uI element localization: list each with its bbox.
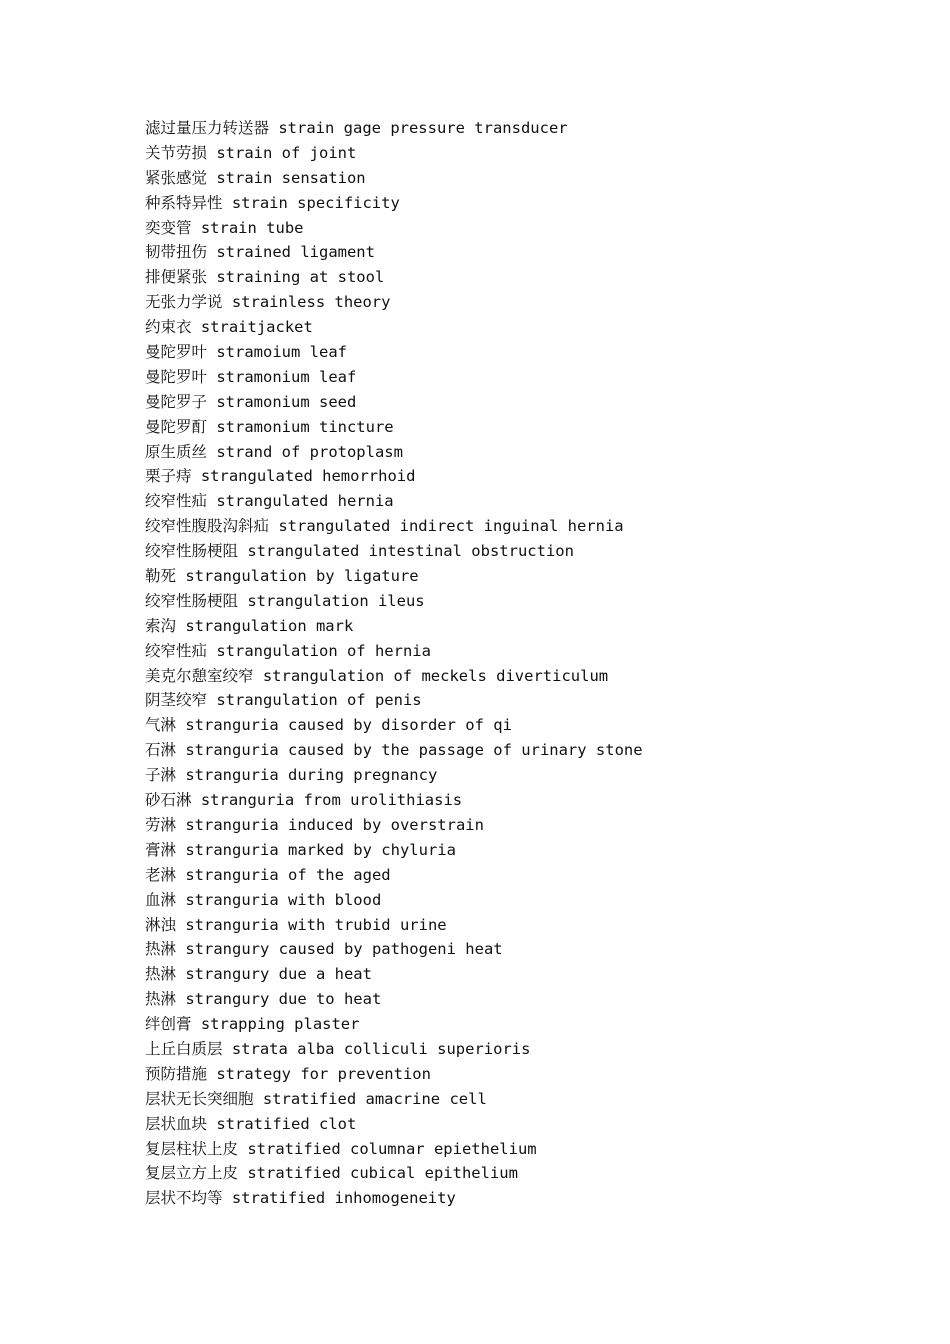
glossary-entry: 石淋 stranguria caused by the passage of urinary stone [145,741,643,760]
glossary-entry: 勒死 strangulation by ligature [145,567,419,586]
glossary-entry: 上丘白质层 strata alba colliculi superioris [145,1039,531,1058]
glossary-entry: 砂石淋 stranguria from urolithiasis [145,791,463,810]
glossary-entry: 热淋 strangury caused by pathogeni heat [145,940,503,959]
glossary-entry: 阴茎绞窄 strangulation of penis [145,691,422,710]
glossary-entry: 绞窄性肠梗阻 strangulation ileus [145,591,425,610]
glossary-entry: 韧带扭伤 strained ligament [145,243,375,262]
glossary-entry: 关节劳损 strain of joint [145,143,357,162]
glossary-entry: 气淋 stranguria caused by disorder of qi [145,716,512,735]
glossary-entry: 种系特异性 strain specificity [145,193,400,212]
glossary-entry: 老淋 stranguria of the aged [145,865,391,884]
glossary-entry: 约束衣 straitjacket [145,318,313,337]
glossary-entry: 热淋 strangury due to heat [145,990,382,1009]
glossary-entry: 层状血块 stratified clot [145,1114,357,1133]
glossary-entry: 排便紧张 straining at stool [145,268,385,287]
glossary-entry: 绞窄性肠梗阻 strangulated intestinal obstruction [145,542,574,561]
glossary-entry: 绞窄性疝 strangulated hernia [145,492,394,511]
glossary-entry: 复层柱状上皮 stratified columnar epiethelium [145,1139,537,1158]
glossary-entry: 子淋 stranguria during pregnancy [145,766,438,785]
glossary-entry: 预防措施 strategy for prevention [145,1064,431,1083]
glossary-entry: 膏淋 stranguria marked by chyluria [145,840,456,859]
glossary-entry: 原生质丝 strand of protoplasm [145,442,403,461]
glossary-entry: 曼陀罗叶 stramonium leaf [145,367,357,386]
glossary-entry: 美克尔憩室绞窄 strangulation of meckels diverticulum [145,666,609,685]
glossary-entry: 曼陀罗酊 stramonium tincture [145,417,394,436]
glossary-entry-list [145,116,643,1211]
glossary-entry: 栗子痔 strangulated hemorrhoid [145,467,416,486]
glossary-entry: 绞窄性疝 strangulation of hernia [145,641,431,660]
glossary-entry: 层状不均等 stratified inhomogeneity [145,1189,456,1208]
glossary-entry: 无张力学说 strainless theory [145,293,391,312]
glossary-entry: 曼陀罗子 stramonium seed [145,392,357,411]
glossary-entry: 绊创膏 strapping plaster [145,1015,360,1034]
glossary-entry: 血淋 stranguria with blood [145,890,382,909]
glossary-entry: 劳淋 stranguria induced by overstrain [145,815,484,834]
glossary-entry: 层状无长突细胞 stratified amacrine cell [145,1089,487,1108]
glossary-entry: 紧张感觉 strain sensation [145,168,366,187]
glossary-entry: 热淋 strangury due a heat [145,965,372,984]
glossary-entry: 绞窄性腹股沟斜疝 strangulated indirect inguinal hernia [145,517,624,536]
glossary-entry: 淋浊 stranguria with trubid urine [145,915,447,934]
glossary-entry: 复层立方上皮 stratified cubical epithelium [145,1164,518,1183]
glossary-entry: 奕变管 strain tube [145,218,304,237]
glossary-entry: 曼陀罗叶 stramoium leaf [145,343,347,362]
glossary-entry: 滤过量压力转送器 strain gage pressure transducer [145,119,568,137]
glossary-entry: 索沟 strangulation mark [145,616,354,635]
